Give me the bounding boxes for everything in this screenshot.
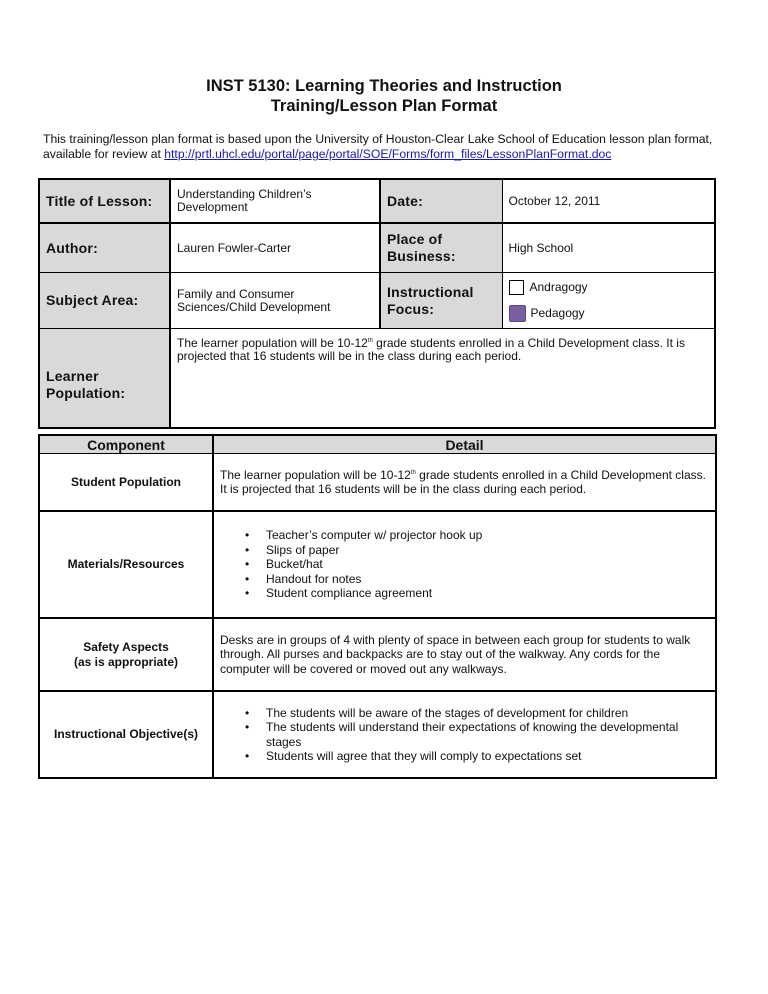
student-population-label: Student Population — [39, 454, 213, 512]
list-item: • The students will understand their expectations of knowing the developmental stages — [266, 720, 709, 749]
place-of-business-label: Place of Business: — [380, 223, 502, 273]
safety-aspects-label — [39, 618, 213, 691]
learner-population-label: Learner Population: — [39, 329, 170, 429]
instructional-focus-options — [502, 273, 715, 329]
instructional-focus-label: Instructional Focus: — [380, 273, 502, 329]
table-row — [39, 454, 716, 512]
list-item: • Bucket/hat — [266, 557, 709, 572]
table-row — [39, 691, 716, 778]
document-title: INST 5130: Learning Theories and Instruction — [206, 77, 562, 95]
list-item: • Handout for notes — [266, 572, 709, 587]
table-header-row — [39, 435, 716, 454]
intro-paragraph — [43, 132, 733, 162]
component-detail-table — [38, 434, 717, 779]
detail-text: grade students enrolled in a Child Development class. It is projected that 16 students will be in the class during each period. — [220, 467, 706, 496]
subject-area-value: Family and Consumer Sciences/Child Development — [170, 273, 380, 329]
materials-resources-label: Materials/Resources — [39, 511, 213, 618]
title-of-lesson-value: Understanding Children’s Development — [170, 179, 380, 223]
superscript: th — [367, 338, 373, 344]
materials-resources-detail — [213, 511, 716, 618]
safety-label-line: Safety Aspects — [83, 640, 169, 654]
list-item: • Slips of paper — [266, 543, 709, 558]
intro-text: This training/lesson plan format is based upon the University of Houston-Clear Lake School of Education lesson plan format, available for review at — [43, 132, 713, 161]
list-item: • Students will agree that they will comply to expectations set — [266, 749, 709, 764]
safety-aspects-detail: Desks are in groups of 4 with plenty of space in between each group for students to walk through. All purses and backpacks are to stay out of the walkway. Any cords for the computer will be covered or moved out any walkways. — [213, 618, 716, 691]
checkbox-checked-icon[interactable] — [509, 305, 526, 322]
focus-option-andragogy[interactable] — [509, 278, 709, 298]
title-of-lesson-label: Title of Lesson: — [39, 179, 170, 223]
focus-option-pedagogy[interactable] — [509, 304, 709, 324]
learner-population-value — [170, 329, 715, 429]
list-item: • Student compliance agreement — [266, 586, 709, 601]
lesson-plan-format-link[interactable]: http://prtl.uhcl.edu/portal/page/portal/SOE/Forms/form_files/LessonPlanFormat.doc — [164, 147, 612, 161]
header-row-title-date — [39, 179, 715, 223]
header-row-learner-population — [39, 329, 715, 429]
superscript: th — [410, 469, 416, 476]
safety-label-line: (as is appropriate) — [73, 654, 179, 669]
table-row — [39, 618, 716, 691]
subject-area-label: Subject Area: — [39, 273, 170, 329]
instructional-objectives-label: Instructional Objective(s) — [39, 691, 213, 778]
document-subtitle: Training/Lesson Plan Format — [270, 97, 498, 115]
lesson-header-table — [38, 178, 716, 429]
materials-list — [220, 528, 709, 601]
date-label: Date: — [380, 179, 502, 223]
list-item: • Teacher’s computer w/ projector hook up — [266, 528, 709, 543]
table-row — [39, 511, 716, 618]
component-column-header: Component — [39, 435, 213, 454]
student-population-detail — [213, 454, 716, 512]
author-label: Author: — [39, 223, 170, 273]
header-row-subject-focus — [39, 273, 715, 329]
objectives-list — [220, 706, 709, 764]
detail-column-header: Detail — [213, 435, 716, 454]
checkbox-unchecked-icon[interactable] — [509, 280, 524, 295]
author-value: Lauren Fowler-Carter — [170, 223, 380, 273]
instructional-objectives-detail — [213, 691, 716, 778]
learner-text: grade students enrolled in a Child Development class. It is projected that 16 students will be in the class during each period. — [177, 336, 685, 363]
focus-option-label: Andragogy — [529, 280, 588, 294]
place-of-business-value: High School — [502, 223, 715, 273]
learner-text: The learner population will be 10-12 — [177, 336, 368, 350]
date-value: October 12, 2011 — [502, 179, 715, 223]
header-row-author-place — [39, 223, 715, 273]
focus-option-label: Pedagogy — [530, 306, 585, 320]
detail-text: The learner population will be 10-12 — [220, 467, 411, 482]
list-item: • The students will be aware of the stages of development for children — [266, 706, 709, 721]
